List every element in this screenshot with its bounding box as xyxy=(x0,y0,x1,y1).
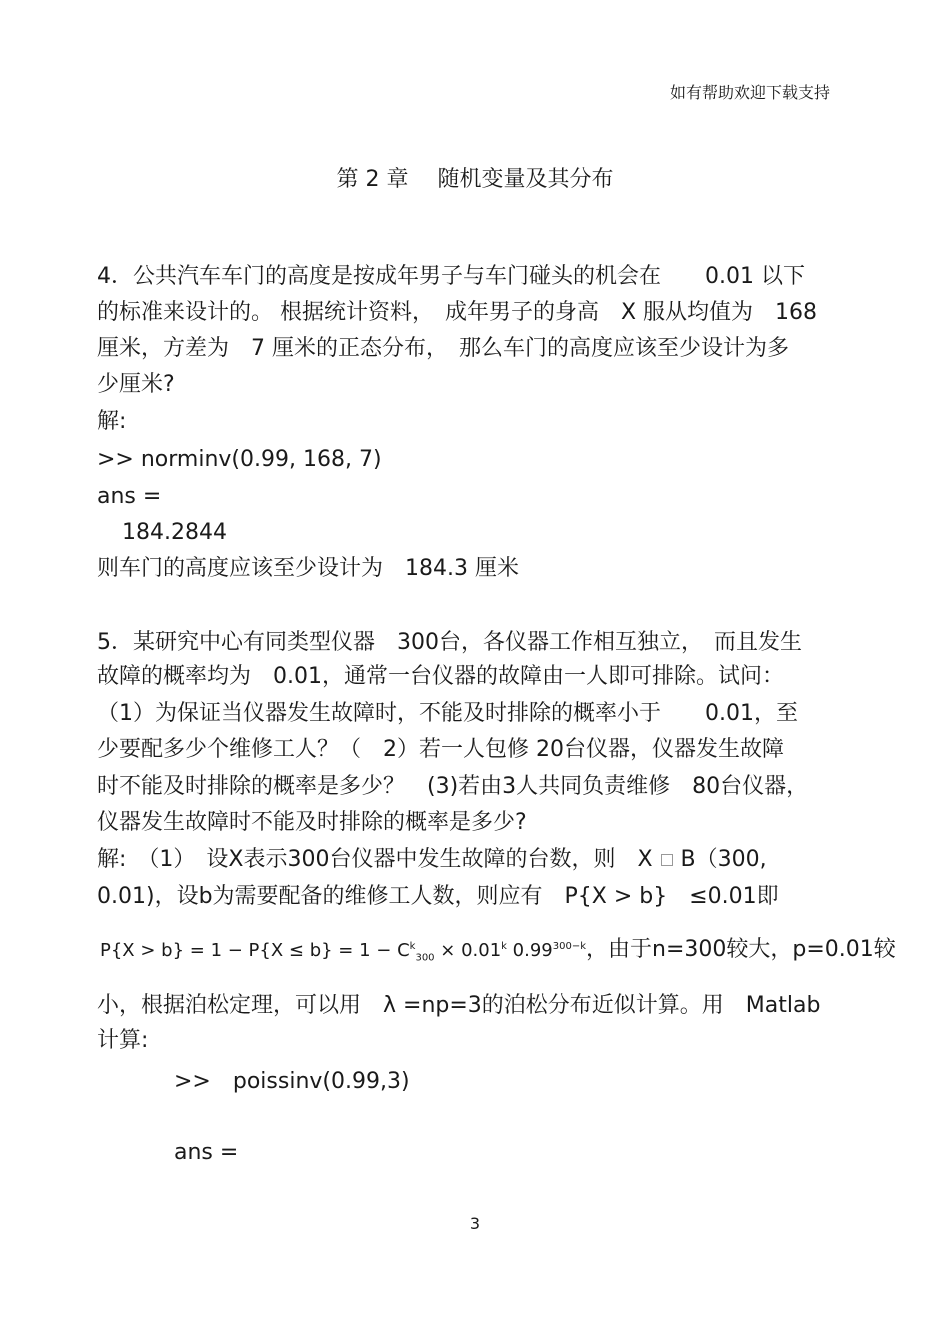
solution-line-1-text: 解: （1） 设X表示300台仪器中发生故障的台数，则 X xyxy=(97,847,653,872)
problem5-solution-line-5: 计算: xyxy=(97,1028,149,1053)
problem4-conclusion: 则车门的高度应该至少设计为 184.3 厘米 xyxy=(97,556,519,581)
problem4-solution-label: 解: xyxy=(97,409,127,434)
problem4-line-1: 4．公共汽车车门的高度是按成年男子与车门碰头的机会在 0.01 以下 xyxy=(97,264,805,289)
problem5-line-2: 故障的概率均为 0.01，通常一台仪器的故障由一人即可排除。试问： xyxy=(97,664,784,689)
problem5-solution-line-2: 0.01)，设b为需要配备的维修工人数，则应有 P{X > b} ≤0.01即 xyxy=(97,884,779,909)
formula-sup-k: k xyxy=(409,941,416,952)
solution-line-1-binomial: B（300, xyxy=(680,847,767,872)
problem4-line-3: 厘米，方差为 7 厘米的正态分布， 那么车门的高度应该至少设计为多 xyxy=(97,336,789,361)
probability-formula xyxy=(100,932,896,964)
problem5-line-4: 少要配多少个维修工人？（ 2）若一人包修 20台仪器，仪器发生故障 xyxy=(97,737,784,762)
formula-part-2: × 0.01 xyxy=(434,940,502,961)
header-note: 如有帮助欢迎下载支持 xyxy=(669,83,830,102)
formula-part-1: P{X > b} = 1 − P{X ≤ b} = 1 − C xyxy=(100,940,410,961)
problem4-ans-label: ans = xyxy=(97,484,162,509)
formula-trailing-text: ，由于n=300较大，p=0.01较 xyxy=(586,937,896,962)
problem5-solution-line-1 xyxy=(97,849,767,871)
problem4-ans-value: 184.2844 xyxy=(122,520,227,545)
problem5-line-3: （1）为保证当仪器发生故障时，不能及时排除的概率小于 0.01，至 xyxy=(97,701,798,726)
problem5-line-5: 时不能及时排除的概率是多少？ (3)若由3人共同负责维修 80台仪器， xyxy=(97,774,809,799)
formula-sup-exp: 300−k xyxy=(552,941,587,952)
problem4-command: >> norminv(0.99, 168, 7) xyxy=(97,447,382,472)
problem5-command: >> poissinv(0.99,3) xyxy=(174,1069,410,1094)
problem4-line-2: 的标准来设计的。 根据统计资料， 成年男子的身高 X 服从均值为 168 xyxy=(97,300,818,325)
formula-sub-300: 300 xyxy=(415,952,435,964)
problem5-line-1: 5．某研究中心有同类型仪器 300台，各仪器工作相互独立， 而且发生 xyxy=(97,630,802,655)
problem4-line-4: 少厘米? xyxy=(97,372,175,397)
distribution-symbol-icon xyxy=(661,854,673,866)
formula-sup-k2: k xyxy=(501,941,507,952)
chapter-title: 第 2 章 随机变量及其分布 xyxy=(336,167,614,192)
problem5-solution-line-4: 小，根据泊松定理，可以用 λ =np=3的泊松分布近似计算。用 Matlab xyxy=(97,993,821,1018)
problem5-line-6: 仪器发生故障时不能及时排除的概率是多少? xyxy=(97,810,527,835)
problem5-ans-label: ans = xyxy=(174,1140,239,1165)
page-number: 3 xyxy=(469,1214,481,1233)
formula-part-3: 0.99 xyxy=(506,940,553,961)
